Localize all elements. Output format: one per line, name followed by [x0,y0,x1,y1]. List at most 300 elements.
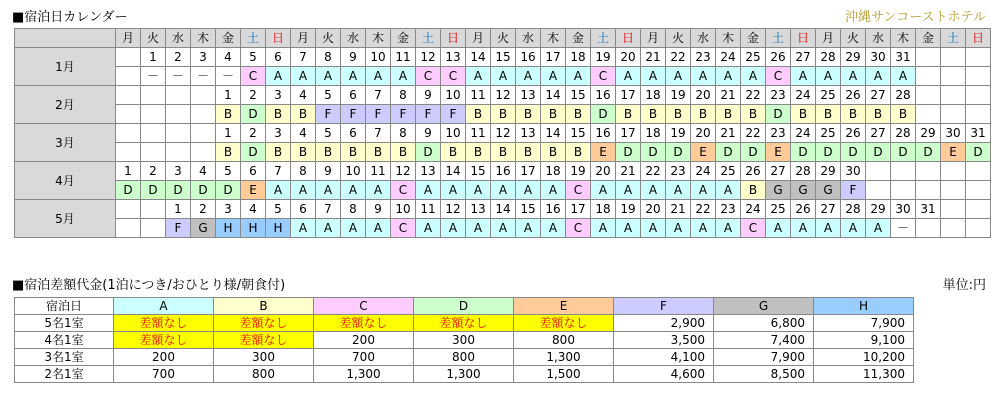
rate-column-header: B [214,298,314,315]
calendar-day: 12 [441,200,466,219]
calendar-day: 22 [641,162,666,181]
rate-code-cell: D [116,181,141,200]
rate-code-cell: A [291,181,316,200]
calendar-day [941,48,966,67]
calendar-day: 23 [766,86,791,105]
rate-code-cell: B [791,105,816,124]
rate-code-cell: D [641,143,666,162]
rate-value-cell: 1,300 [414,366,514,383]
calendar-day: 16 [491,162,516,181]
calendar-day: 27 [766,162,791,181]
calendar-day: 15 [516,200,541,219]
rate-code-cell: G [191,219,216,238]
month-label: 2月 [15,86,116,124]
rate-code-cell: D [216,181,241,200]
rate-row [15,315,914,332]
calendar-day: 16 [591,124,616,143]
calendar-day [116,124,141,143]
rate-code-cell: B [291,105,316,124]
rate-code-cell: B [566,105,591,124]
calendar-day: 29 [816,162,841,181]
weekday-header: 水 [341,29,366,48]
rate-value-cell: 9,100 [814,332,914,349]
rate-code-cell [141,143,166,162]
calendar-day: 29 [916,124,941,143]
rate-code-cell: A [341,181,366,200]
calendar-day: 1 [141,48,166,67]
calendar-day: 19 [616,200,641,219]
calendar-day: 1 [166,200,191,219]
calendar-day: 1 [216,86,241,105]
calendar-day: 9 [366,200,391,219]
rate-code-cell [916,105,941,124]
rate-code-cell [166,143,191,162]
calendar-day: 24 [741,200,766,219]
rate-code-cell: D [916,143,941,162]
rate-code-cell: D [766,105,791,124]
calendar-day: 8 [291,162,316,181]
weekday-header: 水 [516,29,541,48]
rate-code-cell: A [416,219,441,238]
calendar-day: 10 [341,162,366,181]
rate-code-cell: A [691,67,716,86]
weekday-header: 木 [541,29,566,48]
weekday-header: 木 [891,29,916,48]
rate-code-cell: D [141,181,166,200]
rate-code-cell: C [741,219,766,238]
rate-code-cell: A [766,219,791,238]
weekday-header: 月 [466,29,491,48]
calendar-day: 26 [766,48,791,67]
rate-value-cell: 300 [414,332,514,349]
rate-code-cell: B [441,143,466,162]
rate-code-cell: D [416,143,441,162]
calendar-day: 2 [191,200,216,219]
calendar-day: 30 [866,48,891,67]
rate-code-cell: B [516,105,541,124]
calendar-day: 12 [416,48,441,67]
rate-code-cell: B [466,143,491,162]
calendar-day: 13 [466,200,491,219]
rate-column-header: D [414,298,514,315]
calendar-day: 2 [166,48,191,67]
calendar-day: 13 [516,86,541,105]
calendar-day: 4 [241,200,266,219]
rate-code-cell: A [366,181,391,200]
rate-code-cell: A [591,181,616,200]
rate-code-cell: D [741,143,766,162]
rate-code-cell: B [316,143,341,162]
rate-code-cell: A [891,67,916,86]
calendar-day: 5 [316,124,341,143]
calendar-day: 10 [391,200,416,219]
rate-code-cell: A [341,219,366,238]
rate-code-cell: B [266,143,291,162]
calendar-day: 31 [891,48,916,67]
weekday-header: 日 [791,29,816,48]
calendar-day: 28 [841,200,866,219]
calendar-day [191,86,216,105]
rate-code-cell [916,219,941,238]
calendar-day: 19 [591,48,616,67]
rate-column-header: A [114,298,214,315]
rate-code-cell: C [416,67,441,86]
rate-code-cell: B [216,105,241,124]
month-day-row [15,48,991,67]
rate-code-cell [891,181,916,200]
weekday-header: 金 [391,29,416,48]
calendar-day: 21 [716,124,741,143]
rate-column-header: C [314,298,414,315]
calendar-day [916,162,941,181]
calendar-day: 20 [616,48,641,67]
calendar-day: 17 [516,162,541,181]
calendar-day: 18 [566,48,591,67]
calendar-day: 22 [741,124,766,143]
month-label: 5月 [15,200,116,238]
rate-code-cell: D [866,143,891,162]
calendar-day: 12 [491,124,516,143]
weekday-header: 金 [916,29,941,48]
rate-code-cell: A [291,67,316,86]
calendar-day: 31 [916,200,941,219]
calendar-day: 29 [841,48,866,67]
calendar-day [141,200,166,219]
rate-code-cell [866,181,891,200]
month-label: 1月 [15,48,116,86]
rate-header-row [15,298,914,315]
rate-code-cell: C [391,219,416,238]
rate-code-cell [166,105,191,124]
rate-code-cell: B [391,143,416,162]
weekday-header: 土 [591,29,616,48]
rate-code-cell: － [166,67,191,86]
rate-code-cell [916,67,941,86]
month-day-row [15,162,991,181]
calendar-day: 8 [341,200,366,219]
rate-row [15,349,914,366]
calendar-day: 28 [791,162,816,181]
calendar-day: 30 [891,200,916,219]
weekday-header: 月 [641,29,666,48]
rate-code-cell: H [216,219,241,238]
calendar-day [941,162,966,181]
weekday-header: 土 [416,29,441,48]
stay-calendar [14,28,991,238]
rate-code-cell: A [466,67,491,86]
rate-code-cell: A [666,219,691,238]
calendar-day: 13 [416,162,441,181]
calendar-day: 24 [716,48,741,67]
calendar-day [141,86,166,105]
rate-code-cell: E [591,143,616,162]
month-day-row [15,200,991,219]
rate-code-cell: A [866,67,891,86]
rate-code-cell: A [791,67,816,86]
rate-code-cell: C [766,67,791,86]
rate-value-cell: 700 [314,349,414,366]
calendar-day: 25 [816,86,841,105]
weekday-header: 火 [316,29,341,48]
rate-code-cell: D [591,105,616,124]
calendar-day: 1 [216,124,241,143]
calendar-day: 5 [266,200,291,219]
rate-value-cell: 800 [214,366,314,383]
room-occupancy-label: 5名1室 [15,315,114,332]
rate-code-cell: F [416,105,441,124]
calendar-day: 3 [166,162,191,181]
rate-code-cell [191,143,216,162]
calendar-day: 9 [416,124,441,143]
calendar-day: 23 [691,48,716,67]
weekday-header: 日 [966,29,991,48]
rate-code-cell: B [266,105,291,124]
calendar-day: 14 [466,48,491,67]
rate-code-cell: C [566,181,591,200]
calendar-day: 15 [491,48,516,67]
room-occupancy-label: 3名1室 [15,349,114,366]
rate-code-cell: A [816,67,841,86]
rate-code-cell [191,105,216,124]
weekday-header: 月 [816,29,841,48]
rate-value-cell: 1,300 [514,349,614,366]
calendar-day: 19 [666,124,691,143]
calendar-day [966,200,991,219]
calendar-day: 28 [816,48,841,67]
rate-code-cell: B [291,143,316,162]
month-code-row [15,181,991,200]
no-difference-cell: 差額なし [114,332,214,349]
rate-code-cell [966,181,991,200]
calendar-day: 7 [316,200,341,219]
calendar-day: 14 [491,200,516,219]
calendar-day: 17 [566,200,591,219]
weekday-header: 土 [941,29,966,48]
calendar-day: 3 [191,48,216,67]
calendar-day: 8 [316,48,341,67]
weekday-header: 木 [716,29,741,48]
calendar-day: 20 [591,162,616,181]
no-difference-cell: 差額なし [414,315,514,332]
calendar-day: 2 [241,124,266,143]
calendar-day: 22 [691,200,716,219]
weekday-header: 木 [191,29,216,48]
calendar-day: 19 [566,162,591,181]
rate-code-cell: B [841,105,866,124]
rate-code-cell: D [166,181,191,200]
calendar-day: 18 [641,124,666,143]
calendar-day: 11 [366,162,391,181]
calendar-day: 26 [741,162,766,181]
calendar-day: 25 [766,200,791,219]
calendar-day [891,162,916,181]
calendar-day: 5 [241,48,266,67]
calendar-day: 7 [366,86,391,105]
month-code-row [15,105,991,124]
rate-code-cell: B [691,105,716,124]
rate-value-cell: 800 [414,349,514,366]
calendar-day: 25 [816,124,841,143]
rate-code-cell: B [541,143,566,162]
calendar-day: 16 [591,86,616,105]
no-difference-cell: 差額なし [114,315,214,332]
rate-code-cell: A [391,67,416,86]
weekday-header: 火 [841,29,866,48]
calendar-day [191,124,216,143]
rate-value-cell: 11,300 [814,366,914,383]
rate-code-cell [116,143,141,162]
rate-code-cell: A [591,219,616,238]
rate-code-cell: F [341,105,366,124]
rate-code-cell: A [516,67,541,86]
rate-header-label: 宿泊日 [15,298,114,315]
weekday-header-row [15,29,991,48]
rate-code-cell: D [966,143,991,162]
rate-code-cell: A [541,219,566,238]
rate-code-cell: A [691,181,716,200]
calendar-day [866,162,891,181]
rate-code-cell [916,181,941,200]
rate-code-cell: A [516,219,541,238]
rate-code-cell: A [691,219,716,238]
room-occupancy-label: 2名1室 [15,366,114,383]
rate-code-cell: A [741,67,766,86]
rate-code-cell: B [616,105,641,124]
rate-code-cell: B [491,143,516,162]
weekday-header: 金 [741,29,766,48]
rate-value-cell: 1,500 [514,366,614,383]
rate-value-cell: 8,500 [714,366,814,383]
rate-code-cell: A [291,219,316,238]
rate-code-cell: B [491,105,516,124]
rate-code-cell: D [816,143,841,162]
weekday-header: 金 [566,29,591,48]
rate-code-cell [941,219,966,238]
rate-code-cell: A [491,219,516,238]
calendar-day: 2 [241,86,266,105]
rate-code-cell: A [566,67,591,86]
rate-value-cell: 200 [314,332,414,349]
rate-code-cell: B [541,105,566,124]
rate-code-cell: A [516,181,541,200]
calendar-day [916,86,941,105]
rate-value-cell: 10,200 [814,349,914,366]
calendar-day: 9 [416,86,441,105]
calendar-day: 24 [691,162,716,181]
weekday-header: 木 [366,29,391,48]
rate-code-cell: A [841,67,866,86]
calendar-day: 17 [616,86,641,105]
rate-code-cell: B [741,105,766,124]
calendar-day: 10 [366,48,391,67]
calendar-day: 16 [541,200,566,219]
calendar-day: 20 [641,200,666,219]
rate-code-cell: B [866,105,891,124]
rate-column-header: H [814,298,914,315]
rate-code-cell: B [366,143,391,162]
calendar-day: 13 [516,124,541,143]
rate-code-cell: G [766,181,791,200]
calendar-day: 5 [316,86,341,105]
rate-code-cell [116,219,141,238]
rate-value-cell: 1,300 [314,366,414,383]
weekday-header: 火 [141,29,166,48]
rate-code-cell [141,105,166,124]
calendar-day: 10 [441,124,466,143]
calendar-day: 6 [291,200,316,219]
calendar-day: 15 [566,124,591,143]
month-code-row [15,67,991,86]
rate-code-cell: C [441,67,466,86]
rate-code-cell [116,105,141,124]
weekday-header: 水 [691,29,716,48]
calendar-day: 25 [741,48,766,67]
calendar-day: 17 [541,48,566,67]
rate-code-cell: F [441,105,466,124]
rate-code-cell: A [841,219,866,238]
rate-code-cell: A [316,67,341,86]
calendar-day [966,162,991,181]
calendar-day: 26 [841,124,866,143]
unit-label: 単位:円 [942,278,986,293]
no-difference-cell: 差額なし [214,315,314,332]
calendar-day: 21 [616,162,641,181]
rate-code-cell: A [466,219,491,238]
rate-code-cell: B [716,105,741,124]
rate-code-cell: E [241,181,266,200]
rate-code-cell [941,181,966,200]
calendar-day: 14 [441,162,466,181]
calendar-day: 2 [141,162,166,181]
rate-code-cell: A [666,67,691,86]
rate-code-cell: A [416,181,441,200]
rate-value-cell: 7,900 [814,315,914,332]
rate-code-cell: A [716,181,741,200]
rate-row [15,332,914,349]
calendar-day: 27 [866,124,891,143]
rate-code-cell [141,219,166,238]
month-label: 3月 [15,124,116,162]
rate-code-cell: H [241,219,266,238]
calendar-day: 6 [341,124,366,143]
calendar-day: 11 [416,200,441,219]
rate-code-cell: A [366,219,391,238]
calendar-day [966,86,991,105]
no-difference-cell: 差額なし [314,315,414,332]
calendar-day: 31 [966,124,991,143]
rate-code-cell: A [316,219,341,238]
rate-code-cell: A [641,219,666,238]
weekday-header: 月 [291,29,316,48]
calendar-day: 7 [291,48,316,67]
month-code-row [15,143,991,162]
rate-value-cell: 800 [514,332,614,349]
calendar-day: 3 [216,200,241,219]
calendar-day [116,200,141,219]
calendar-day: 17 [616,124,641,143]
calendar-day: 4 [291,124,316,143]
calendar-day: 27 [816,200,841,219]
calendar-day: 1 [116,162,141,181]
calendar-day: 29 [866,200,891,219]
rate-code-cell: B [516,143,541,162]
calendar-day: 11 [391,48,416,67]
calendar-day: 3 [266,86,291,105]
month-day-row [15,86,991,105]
rate-code-cell [966,219,991,238]
calendar-day: 7 [266,162,291,181]
calendar-day: 8 [391,86,416,105]
